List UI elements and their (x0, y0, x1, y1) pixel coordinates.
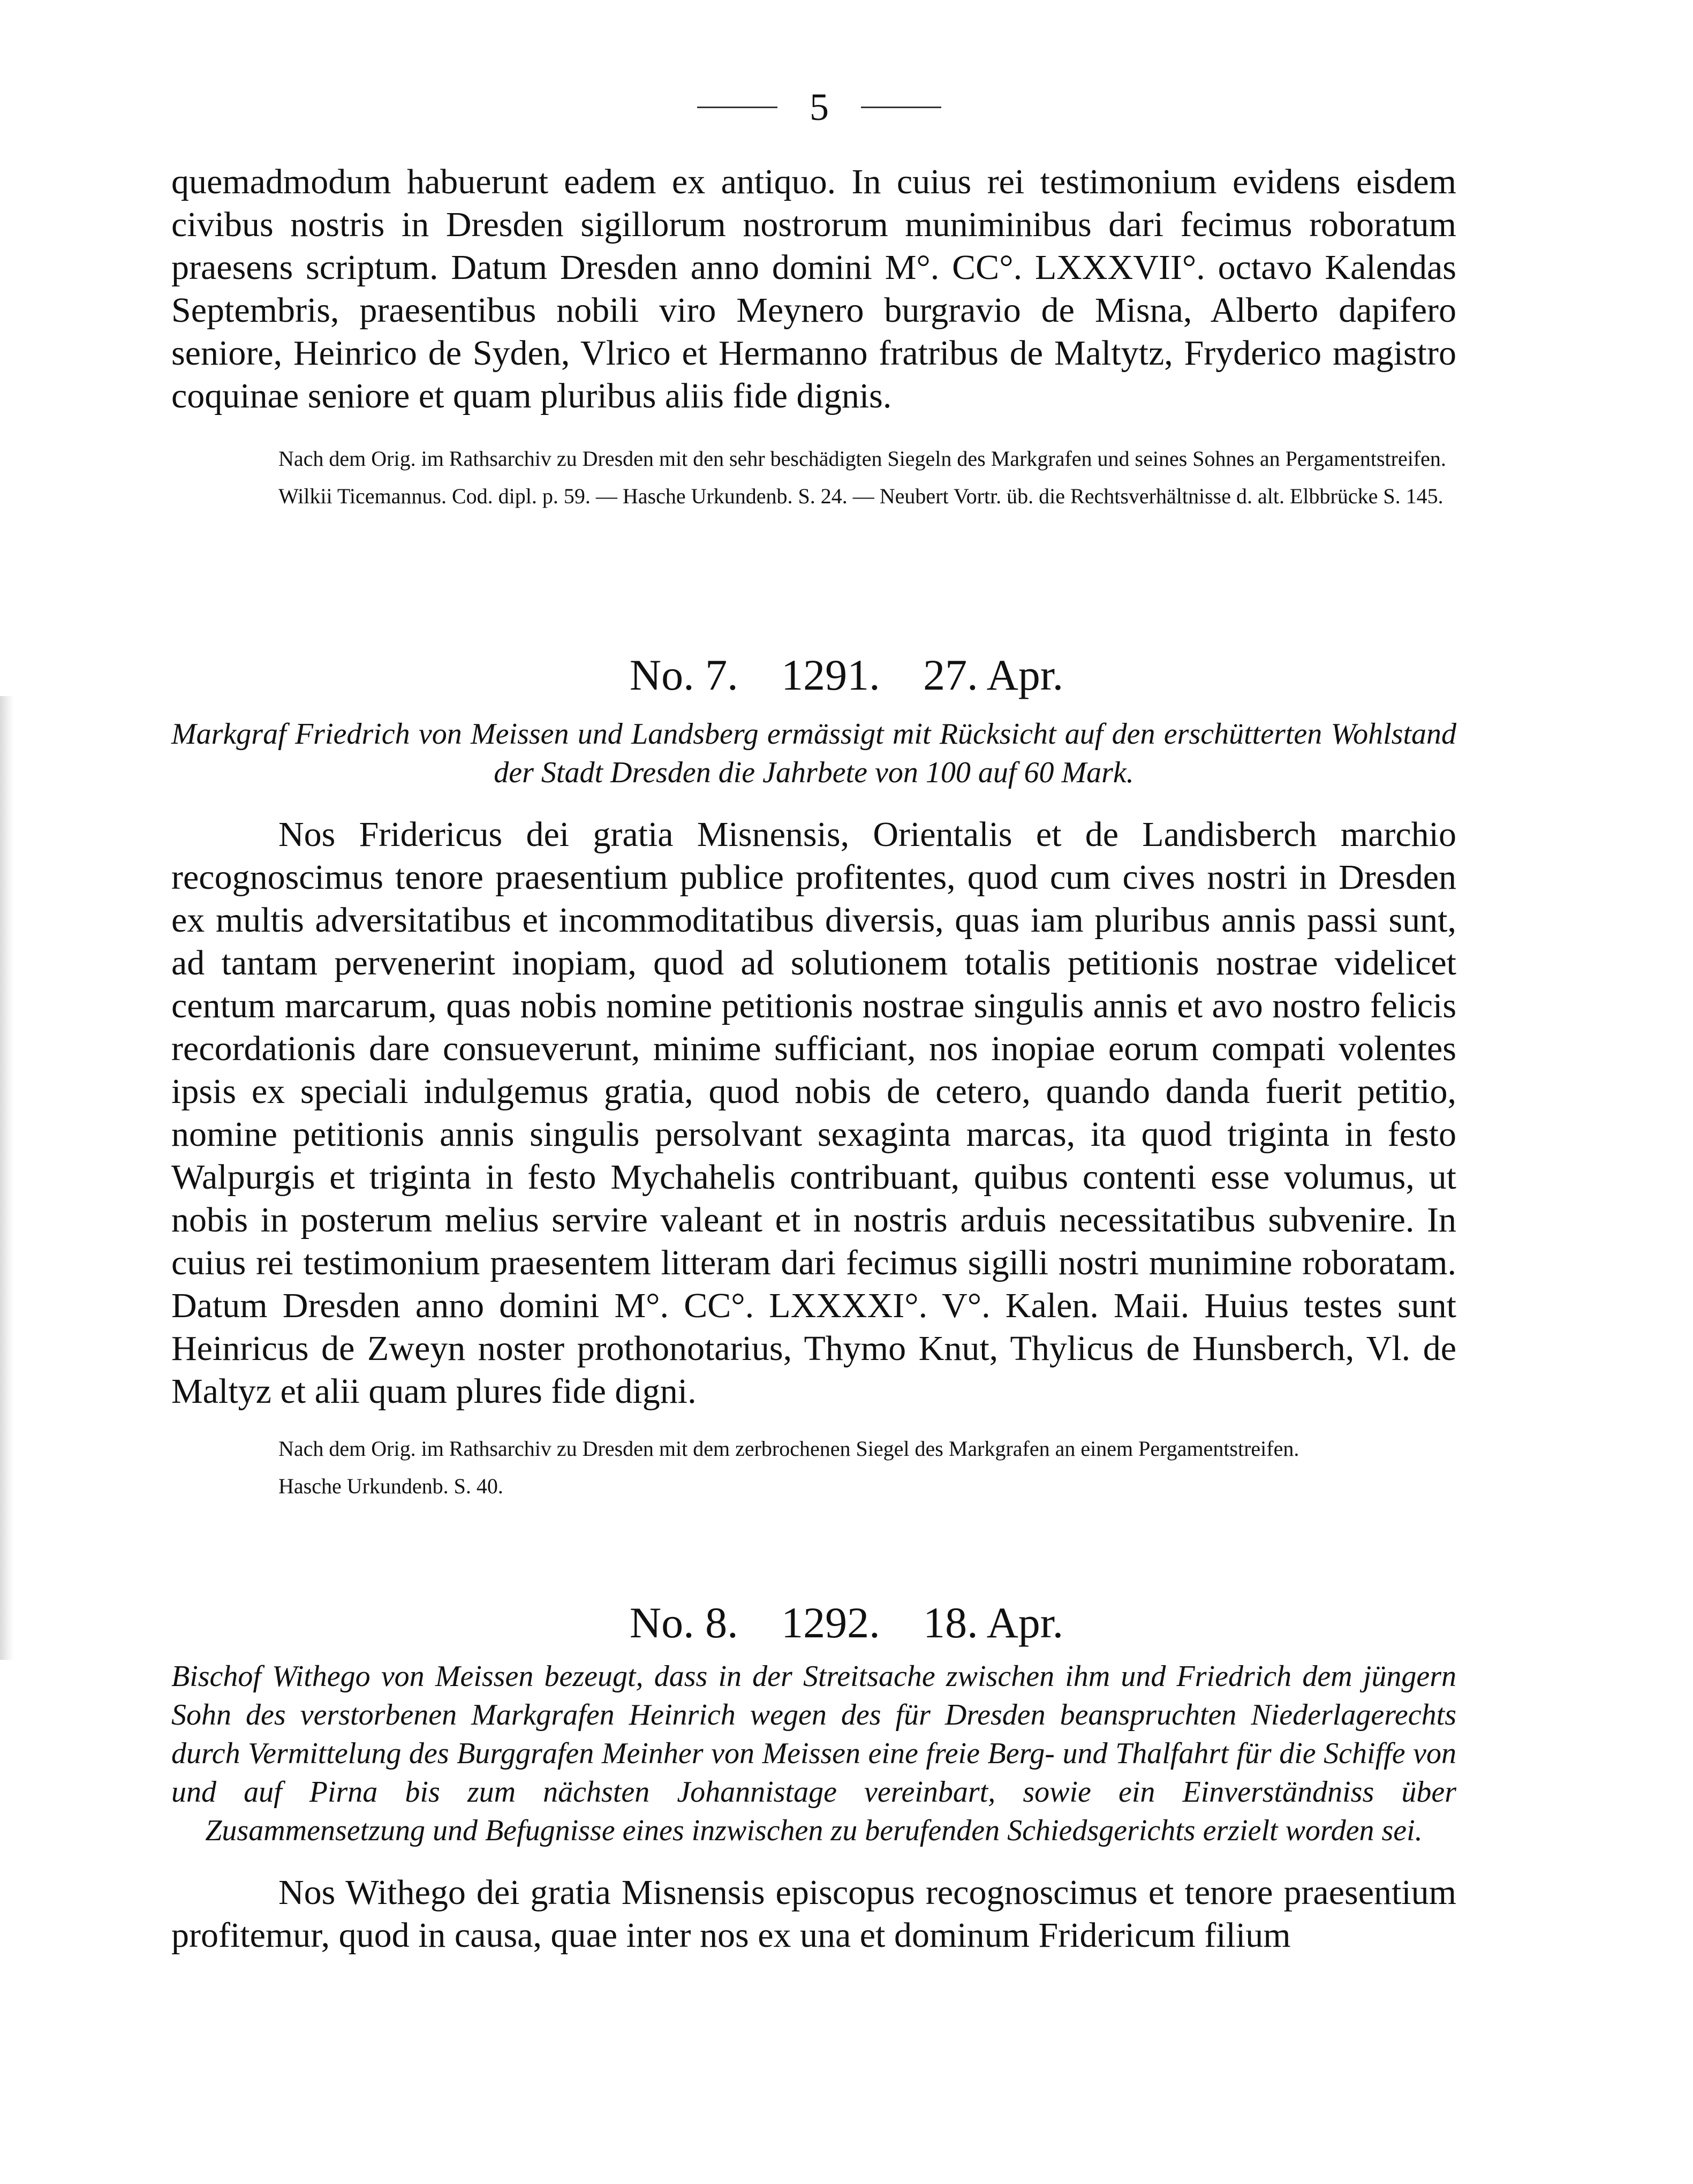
document-summary: Markgraf Friedrich von Meissen und Landsberg ermässigt mit Rücksicht auf den erschütterten Wohlstand der Stadt Dresden die Jahrbete von 100 auf 60 Mark. (171, 717, 1456, 789)
document-number: No. 7. (629, 651, 738, 699)
source-note: Nach dem Orig. im Rathsarchiv zu Dresden mit den sehr beschädigten Siegeln des Markgrafen und seines Sohnes an Pergamentstreifen. (278, 447, 1446, 471)
page-header (696, 80, 942, 134)
document-date: 18. Apr. (923, 1598, 1064, 1647)
document-text: Nos Withego dei gratia Misnensis episcopus recognoscimus et tenore praesentium profitemur, quod in causa, quae inter nos ex una et dominum Fridericum filium (171, 1873, 1456, 1955)
document-date: 27. Apr. (923, 651, 1064, 699)
continuation-section (171, 161, 1456, 511)
document-no8-section (171, 1657, 1456, 1957)
scan-edge-shadow (0, 696, 14, 1660)
document-no7-section (171, 715, 1456, 1501)
document-year: 1291. (781, 651, 880, 699)
document-year: 1292. (781, 1598, 880, 1647)
document-text: Nos Fridericus dei gratia Misnensis, Orientalis et de Landisberch marchio recognoscimus tenore praesentium publice profitentes, quod cum cives nostri in Dresden ex multis adversitatibus et incommoditatibus diversis, quas iam pluribus annis passi sunt, ad tantam pervenerint inopiam, quod ad solutionem totalis petitionis nostrae videlicet centum marcarum, quas nobis nomine petitionis nostrae singulis annis et avo nostro felicis recordationis dare consueverunt, minime sufficiant, nos inopiae eorum compati volentes ipsis ex speciali indulgemus gratia, quod nobis de cetero, quando danda fuerit petitio, nomine petitionis annis singulis persolvant sexaginta marcas, ita quod triginta in festo Walpurgis et triginta in festo Mychahelis contribuant, quibus contenti esse volumus, ut nobis in posterum melius servire valeant et in nostris arduis necessitatibus subvenire. In cuius rei testimonium praesentem litteram dari fecimus sigilli nostri munimine roboratam. Datum Dresden anno domini M°. CC°. LXXXXI°. V°. Kalen. Maii. Huius testes sunt Heinricus de Zweyn noster prothonotarius, Thymo Knut, Thylicus de Hunsberch, Vl. de Maltyz et alii quam plures fide digni. (171, 815, 1456, 1411)
literature-note: Wilkii Ticemannus. Cod. dipl. p. 59. — Hasche Urkundenb. S. 24. — Neubert Vortr. üb. die Rechtsverhältnisse d. alt. Elbbrücke S. 145. (278, 484, 1443, 508)
literature-note: Hasche Urkundenb. S. 40. (278, 1474, 503, 1498)
page-number: 5 (810, 86, 829, 129)
source-note: Nach dem Orig. im Rathsarchiv zu Dresden mit dem zerbrochenen Siegel des Markgrafen an einem Pergamentstreifen. (278, 1437, 1299, 1461)
document-number: No. 8. (629, 1598, 738, 1647)
document-heading-no7 (0, 653, 1693, 697)
continuation-text: quemadmodum habuerunt eadem ex antiquo. In cuius rei testimonium evidens eisdem civibus nostris in Dresden sigillorum nostrorum muniminibus dari fecimus roboratum praesens scriptum. Datum Dresden anno domini M°. CC°. LXXXVII°. octavo Kalendas Septembris, praesentibus nobili viro Meynero burgravio de Misna, Alberto dapifero seniore, Heinrico de Syden, Vlrico et Hermanno fratribus de Maltytz, Fryderico magistro coquinae seniore et quam pluribus aliis fide dignis. (171, 162, 1456, 415)
header-dash-left (697, 107, 777, 108)
header-dash-right (861, 107, 941, 108)
document-summary: Bischof Withego von Meissen bezeugt, dass in der Streitsache zwischen ihm und Friedrich dem jüngern Sohn des verstorbenen Markgrafen Heinrich wegen des für Dresden beanspruchten Niederlagerechts durch Vermittelung des Burggrafen Meinher von Meissen eine freie Berg- und Thalfahrt für die Schiffe von und auf Pirna bis zum nächsten Johannistage vereinbart, sowie ein Einverständniss über Zusammensetzung und Befugnisse eines inzwischen zu berufenden Schiedsgerichts erzielt worden sei. (171, 1660, 1456, 1847)
document-heading-no8 (0, 1598, 1693, 1647)
